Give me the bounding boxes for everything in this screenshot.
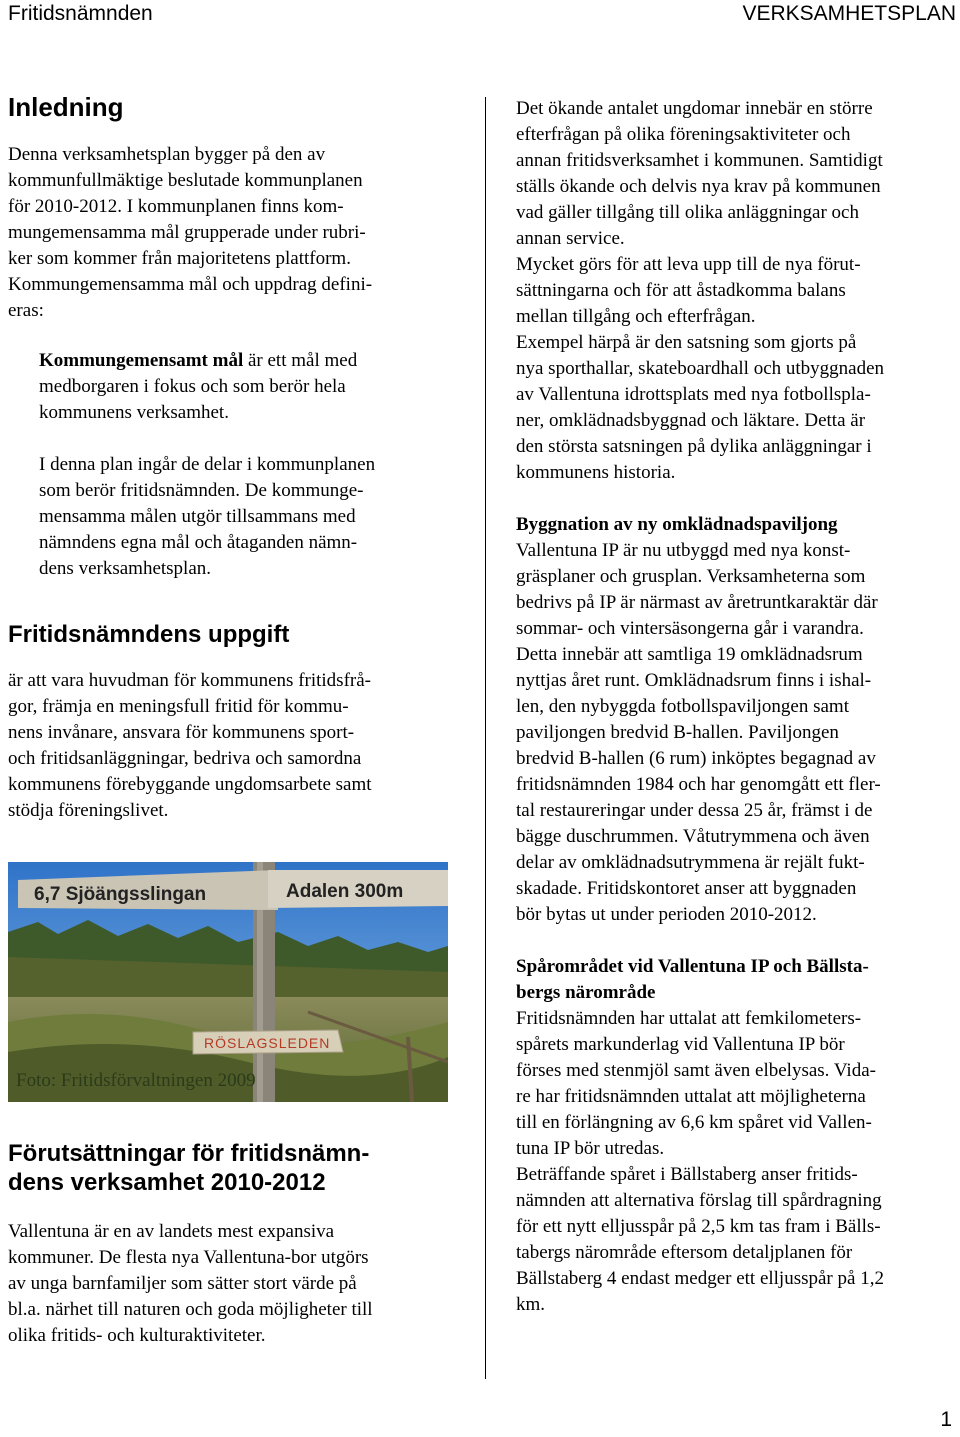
text-line: Mycket görs för att leva upp till de nya förut-: [516, 254, 861, 275]
task-heading: Fritidsnämndens uppgift: [8, 621, 290, 648]
text-line: som berör fritidsnämnden. De kommunge-: [39, 480, 364, 501]
text-line: bedrivs på IP är närmast av åretruntkaraktär där: [516, 592, 878, 613]
left-column: [8, 92, 458, 824]
text-line: vad gäller tillgång till olika anläggningar och: [516, 202, 859, 223]
text-line: bl.a. närhet till naturen och goda möjligheter till: [8, 1299, 373, 1320]
text-line: annan fritidsverksamhet i kommunen. Samtidigt: [516, 150, 883, 171]
text-line: nämnden att alternativa förslag till spårdragning: [516, 1190, 882, 1211]
definition-paragraph: [8, 348, 458, 426]
text-line: delar av omklädnadsutrymmena är rejält fukt-: [516, 852, 865, 873]
text-line: Bällstaberg 4 endast medger ett elljusspår på 1,2: [516, 1268, 884, 1289]
plan-paragraph: [8, 452, 458, 582]
text-line: skadade. Fritidskontoret anser att byggnaden: [516, 878, 857, 899]
text-line: spårets markunderlag vid Vallentuna IP bör: [516, 1034, 845, 1055]
sign-text-bottom: RÖSLAGSLEDEN: [204, 1035, 331, 1051]
text-line: till en förlängning av 6,6 km spåret vid Vallen-: [516, 1112, 872, 1133]
text-line: och fritidsanläggningar, bedriva och samordna: [8, 748, 362, 769]
photo-caption: Foto: Fritidsförvaltningen 2009: [16, 1070, 256, 1091]
task-paragraph: [8, 668, 458, 824]
text-line: kommunfullmäktige beslutade kommunplanen: [8, 170, 363, 191]
column-divider: [485, 97, 486, 1379]
text-line: sättningarna och för att åstadkomma balans: [516, 280, 846, 301]
pavilion-paragraph: [516, 538, 960, 928]
text-line: ställs ökande och delvis nya krav på kommunen: [516, 176, 881, 197]
text-line: medborgaren i fokus och som berör hela: [39, 376, 346, 397]
text-line: mellan tillgång och efterfrågan.: [516, 306, 756, 327]
page-number: 1: [940, 1408, 952, 1431]
text-line: tal restaureringar under dessa 25 år, främst i de: [516, 800, 873, 821]
text-line: re har fritidsnämnden uttalat att möjligheterna: [516, 1086, 866, 1107]
text-line: den största satsningen på dylika anläggningar i: [516, 436, 872, 457]
text-line: kommuner. De flesta nya Vallentuna-bor utgörs: [8, 1247, 369, 1268]
text-line: mensamma målen utgör tillsammans med: [39, 506, 356, 527]
heading-line: Förutsättningar för fritidsnämn-: [8, 1140, 370, 1167]
text-line: Vallentuna är en av landets mest expansiva: [8, 1221, 335, 1242]
text-line: efterfrågan på olika föreningsaktiviteter och: [516, 124, 851, 145]
text-line: annan service.: [516, 228, 625, 249]
trail-heading: [516, 954, 960, 1006]
text-line: ner, omklädnadsbyggnad och läktare. Detta är: [516, 410, 866, 431]
prereq-section: [8, 1139, 458, 1349]
text-line: Denna verksamhetsplan bygger på den av: [8, 144, 326, 165]
text-line: Det ökande antalet ungdomar innebär en större: [516, 98, 873, 119]
definition-term: Kommungemensamt mål: [39, 350, 244, 371]
trail-paragraph: [516, 1006, 960, 1318]
text-line: sommar- och vintersäsongerna går i varandra.: [516, 618, 864, 639]
text-line: len, den nybyggda fotbollspaviljongen samt: [516, 696, 849, 717]
text-line: tabergs närområde eftersom detaljplanen för: [516, 1242, 853, 1263]
text-line: Kommungemensamma mål och uppdrag defini-: [8, 274, 373, 295]
intro-heading: Inledning: [8, 92, 124, 122]
growth-paragraph: [516, 96, 960, 486]
text-line: eras:: [8, 300, 44, 321]
right-column: [516, 96, 960, 1318]
text-line: för ett nytt elljusspår på 2,5 km tas fram i Bälls-: [516, 1216, 881, 1237]
text-line: bägge duschrummen. Våtutrymmena och även: [516, 826, 870, 847]
text-line: kommunens historia.: [516, 462, 676, 483]
text-line: dens verksamhetsplan.: [39, 558, 212, 579]
heading-line: bergs närområde: [516, 982, 656, 1003]
text-line: kommunens förebyggande ungdomsarbete samt: [8, 774, 372, 795]
text-line: ker som kommer från majoritetens plattform.: [8, 248, 351, 269]
text-line: Beträffande spåret i Bällstaberg anser fritids-: [516, 1164, 858, 1185]
text-line: Fritidsnämnden har uttalat att femkilometers-: [516, 1008, 862, 1029]
text-line: nämndens egna mål och åtaganden nämn-: [39, 532, 358, 553]
text-line: nya sporthallar, skateboardhall och utbyggnaden: [516, 358, 885, 379]
sign-text-right: Adalen 300m: [286, 881, 404, 902]
text-line: nyttjas året runt. Omklädnadsrum finns i ishal-: [516, 670, 872, 691]
heading-line: Spårområdet vid Vallentuna IP och Bällsta-: [516, 956, 869, 977]
text-line: mungemensamma mål grupperade under rubri-: [8, 222, 366, 243]
sign-text-left: 6,7 Sjöängsslingan: [34, 884, 207, 905]
signpost-photo: [8, 862, 448, 1102]
header-right: VERKSAMHETSPLAN: [742, 2, 956, 25]
text-line: km.: [516, 1294, 546, 1315]
text-line: av unga barnfamiljer som sätter stort värde på: [8, 1273, 357, 1294]
text-line: Detta innebär att samtliga 19 omklädnadsrum: [516, 644, 863, 665]
text-line: paviljongen bredvid B-hallen. Paviljongen: [516, 722, 839, 743]
text-line: olika fritids- och kulturaktiviteter.: [8, 1325, 266, 1346]
text-line: Vallentuna IP är nu utbyggd med nya konst-: [516, 540, 851, 561]
text-line: fritidsnämnden 1984 och har genomgått ett fler-: [516, 774, 881, 795]
text-line: nens invånare, ansvara för kommunens sport-: [8, 722, 355, 743]
text-line: kommunens verksamhet.: [39, 402, 229, 423]
text-line: bör bytas ut under perioden 2010-2012.: [516, 904, 817, 925]
text-line: I denna plan ingår de delar i kommunplanen: [39, 454, 376, 475]
pavilion-heading: Byggnation av ny omklädnadspaviljong: [516, 514, 838, 535]
definition-text: är ett mål med: [243, 350, 358, 371]
text-line: [39, 348, 458, 374]
text-line: av Vallentuna idrottsplats med nya fotbollspla-: [516, 384, 871, 405]
text-line: är att vara huvudman för kommunens fritidsfrå-: [8, 670, 371, 691]
prereq-paragraph: [8, 1219, 458, 1349]
heading-line: dens verksamhet 2010-2012: [8, 1169, 326, 1196]
text-line: stödja föreningslivet.: [8, 800, 169, 821]
prereq-heading: [8, 1139, 458, 1197]
text-line: gor, främja en meningsfull fritid för kommu-: [8, 696, 349, 717]
intro-paragraph: [8, 142, 458, 324]
text-line: förses med stenmjöl samt även elbelysas. Vida-: [516, 1060, 876, 1081]
text-line: gräsplaner och grusplan. Verksamheterna som: [516, 566, 866, 587]
text-line: bredvid B-hallen (6 rum) inköptes begagnad av: [516, 748, 876, 769]
text-line: tuna IP bör utredas.: [516, 1138, 665, 1159]
signpost-photo-graphic: [8, 862, 448, 1102]
header-left: Fritidsnämnden: [8, 2, 153, 25]
text-line: för 2010-2012. I kommunplanen finns kom-: [8, 196, 344, 217]
text-line: Exempel härpå är den satsning som gjorts på: [516, 332, 857, 353]
